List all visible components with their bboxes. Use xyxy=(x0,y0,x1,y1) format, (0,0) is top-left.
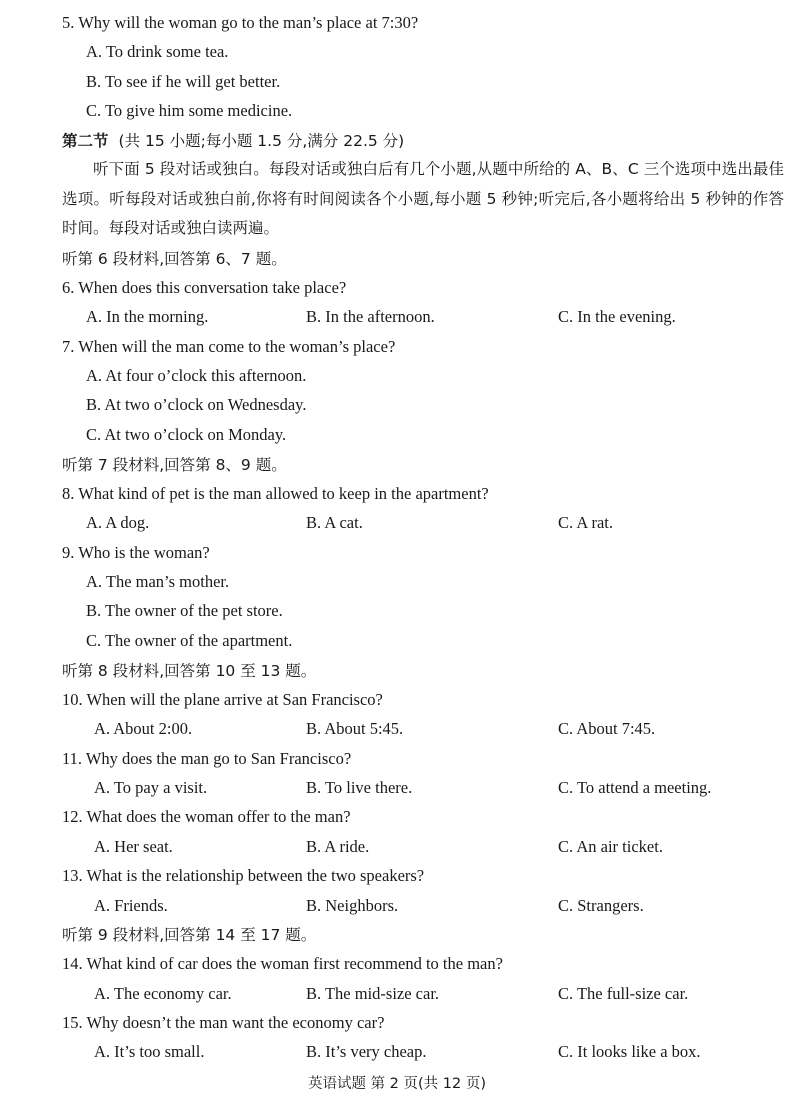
question-12-option-b: B. A ride. xyxy=(306,837,370,856)
question-10: 10. When will the plane arrive at San Francisco? xyxy=(62,690,383,709)
question-11-option-b: B. To live there. xyxy=(306,778,413,797)
question-11-option-c: C. To attend a meeting. xyxy=(558,778,712,797)
question-8: 8. What kind of pet is the man allowed to keep in the apartment? xyxy=(62,484,489,503)
question-14: 14. What kind of car does the woman first recommend to the man? xyxy=(62,954,503,973)
question-5-option-b: B. To see if he will get better. xyxy=(86,72,281,91)
question-11: 11. Why does the man go to San Francisco? xyxy=(62,749,352,768)
question-15-option-b: B. It’s very cheap. xyxy=(306,1042,427,1061)
question-7: 7. When will the man come to the woman’s place? xyxy=(62,337,396,356)
section-heading xyxy=(62,130,404,152)
question-6: 6. When does this conversation take place? xyxy=(62,278,347,297)
question-9: 9. Who is the woman? xyxy=(62,543,210,562)
question-8-option-a: A. A dog. xyxy=(86,513,150,532)
material-8-heading: 听第 8 段材料,回答第 10 至 13 题。 xyxy=(62,662,317,680)
question-5: 5. Why will the woman go to the man’s place at 7:30? xyxy=(62,13,419,32)
question-8-option-b: B. A cat. xyxy=(306,513,363,532)
material-6-heading: 听第 6 段材料,回答第 6、7 题。 xyxy=(62,250,287,268)
question-10-option-b: B. About 5:45. xyxy=(306,719,404,738)
question-12-option-c: C. An air ticket. xyxy=(558,837,663,856)
question-9-option-c: C. The owner of the apartment. xyxy=(86,631,293,650)
question-13-option-b: B. Neighbors. xyxy=(306,896,399,915)
question-9-option-b: B. The owner of the pet store. xyxy=(86,601,283,620)
question-13-option-a: A. Friends. xyxy=(94,896,168,915)
question-15-option-c: C. It looks like a box. xyxy=(558,1042,701,1061)
question-14-option-c: C. The full-size car. xyxy=(558,984,689,1003)
question-7-option-b: B. At two o’clock on Wednesday. xyxy=(86,395,307,414)
question-10-option-a: A. About 2:00. xyxy=(94,719,193,738)
question-14-option-a: A. The economy car. xyxy=(94,984,232,1003)
question-5-option-c: C. To give him some medicine. xyxy=(86,101,293,120)
question-15: 15. Why doesn’t the man want the economy car? xyxy=(62,1013,385,1032)
page-footer: 英语试题 第 2 页(共 12 页) xyxy=(307,1076,487,1092)
material-7-heading: 听第 7 段材料,回答第 8、9 题。 xyxy=(62,456,287,474)
question-5-option-a: A. To drink some tea. xyxy=(86,42,229,61)
material-9-heading: 听第 9 段材料,回答第 14 至 17 题。 xyxy=(62,926,317,944)
question-6-option-a: A. In the morning. xyxy=(86,307,209,326)
section-subtitle: (共 15 小题;每小题 1.5 分,满分 22.5 分) xyxy=(118,132,405,150)
section-title: 第二节 xyxy=(62,132,109,150)
question-12-option-a: A. Her seat. xyxy=(94,837,173,856)
question-7-option-c: C. At two o’clock on Monday. xyxy=(86,425,287,444)
section-instructions: 听下面 5 段对话或独白。每段对话或独白后有几个小题,从题中所给的 A、B、C 三个选项中选出最佳选项。听每段对话或独白前,你将有时间阅读各个小题,每小题 5 秒钟;听完后,各小题将给出 5 秒钟的作答时间。每段对话或独白读两遍。 xyxy=(62,160,784,237)
question-6-option-b: B. In the afternoon. xyxy=(306,307,435,326)
question-13: 13. What is the relationship between the two speakers? xyxy=(62,866,425,885)
question-15-option-a: A. It’s too small. xyxy=(94,1042,205,1061)
question-10-option-c: C. About 7:45. xyxy=(558,719,656,738)
question-9-option-a: A. The man’s mother. xyxy=(86,572,230,591)
question-12: 12. What does the woman offer to the man? xyxy=(62,807,351,826)
question-6-option-c: C. In the evening. xyxy=(558,307,676,326)
question-14-option-b: B. The mid-size car. xyxy=(306,984,440,1003)
question-13-option-c: C. Strangers. xyxy=(558,896,644,915)
question-7-option-a: A. At four o’clock this afternoon. xyxy=(86,366,307,385)
question-8-option-c: C. A rat. xyxy=(558,513,614,532)
question-11-option-a: A. To pay a visit. xyxy=(94,778,208,797)
